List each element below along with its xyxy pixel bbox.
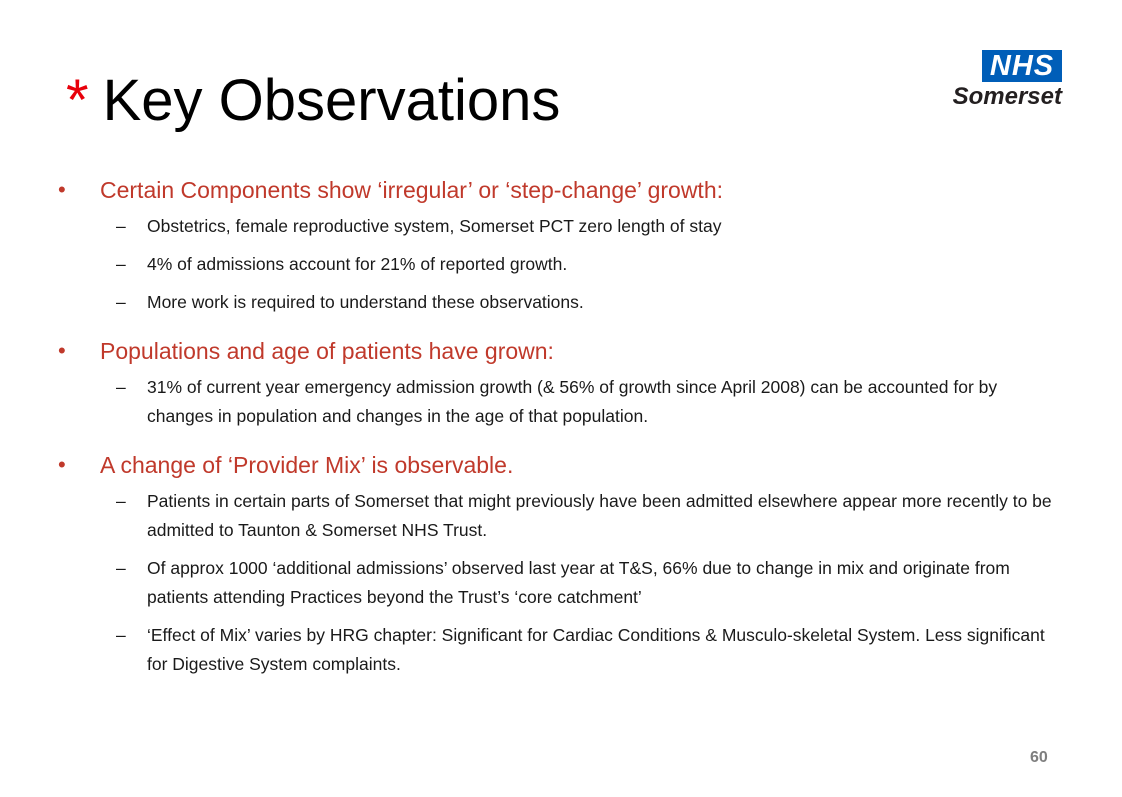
dash-icon: –	[116, 377, 126, 397]
dash-icon: –	[116, 254, 126, 274]
section-populations	[58, 333, 1068, 431]
dash-icon: –	[116, 558, 126, 578]
list-item-text: 31% of current year emergency admission growth (& 56% of growth since April 2008) can be accounted for by changes in population and changes in the age of that population.	[147, 377, 998, 426]
dash-icon: –	[116, 491, 126, 511]
section-points	[58, 212, 1068, 317]
list-item-text: Obstetrics, female reproductive system, Somerset PCT zero length of stay	[147, 216, 722, 236]
nhs-somerset-logo	[944, 50, 1066, 112]
section-points	[58, 487, 1068, 679]
dash-icon: –	[116, 216, 126, 236]
list-item	[58, 212, 1068, 241]
section-heading-text: Populations and age of patients have grown:	[100, 338, 554, 364]
bullet-icon: •	[58, 338, 66, 363]
section-heading	[58, 333, 1068, 369]
section-heading-text: A change of ‘Provider Mix’ is observable.	[100, 452, 514, 478]
section-provider-mix	[58, 447, 1068, 679]
bullet-icon: •	[58, 177, 66, 202]
slide-title	[66, 66, 560, 136]
title-marker: *	[66, 68, 89, 133]
list-item	[58, 250, 1068, 279]
list-item-text: Patients in certain parts of Somerset that might previously have been admitted elsewhere appear more recently to be admitted to Taunton & Somerset NHS Trust.	[147, 491, 1052, 540]
dash-icon: –	[116, 292, 126, 312]
list-item	[58, 621, 1068, 679]
title-text: Key Observations	[102, 68, 561, 133]
section-heading	[58, 172, 1068, 208]
list-item	[58, 373, 1068, 431]
list-item	[58, 288, 1068, 317]
nhs-badge: NHS	[982, 50, 1062, 82]
section-components	[58, 172, 1068, 317]
section-heading-text: Certain Components show ‘irregular’ or ‘step-change’ growth:	[100, 177, 723, 203]
list-item-text: ‘Effect of Mix’ varies by HRG chapter: Significant for Cardiac Conditions & Musculo-skeletal System. Less significant for Digestive System complaints.	[147, 625, 1045, 674]
list-item-text: 4% of admissions account for 21% of reported growth.	[147, 254, 568, 274]
list-item-text: More work is required to understand these observations.	[147, 292, 584, 312]
observations-list	[58, 172, 1068, 695]
page-number: 60	[1030, 749, 1048, 766]
list-item-text: Of approx 1000 ‘additional admissions’ observed last year at T&S, 66% due to change in mix and originate from patients attending Practices beyond the Trust’s ‘core catchment’	[147, 558, 1010, 607]
section-points	[58, 373, 1068, 431]
organisation-name: Somerset	[952, 83, 1062, 110]
bullet-icon: •	[58, 452, 66, 477]
dash-icon: –	[116, 625, 126, 645]
section-heading	[58, 447, 1068, 483]
list-item	[58, 554, 1068, 612]
list-item	[58, 487, 1068, 545]
